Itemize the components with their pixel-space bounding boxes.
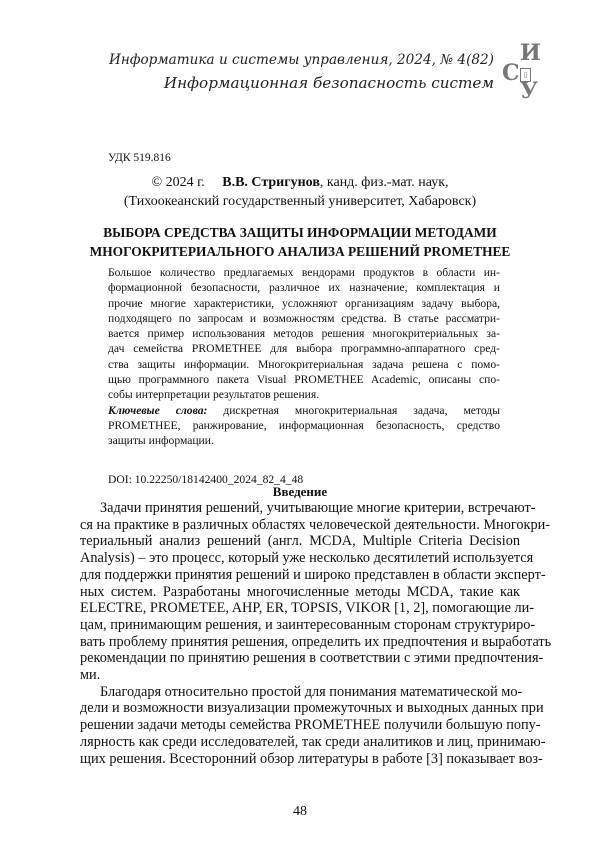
author-degree: , канд. физ.-мат. наук, bbox=[320, 175, 449, 190]
section-header: Информационная безопасность систем bbox=[164, 74, 494, 92]
abstract-line: подходящего по запросам и возможностям средства. В статье рассматри- bbox=[108, 311, 500, 326]
logo-letter: И bbox=[520, 42, 541, 64]
keywords-label: Ключевые слова: bbox=[108, 404, 207, 417]
paragraph bbox=[80, 684, 520, 768]
body-line: ELECTRE, PROMETEE, AHP, ER, TOPSIS, VIKOR [1, 2], помогающие ли- bbox=[80, 600, 520, 617]
abstract-line: формационной безопасности, различное их назначение, комплектация и bbox=[108, 280, 500, 295]
body-line: ных систем. Разработаны многочисленные методы MCDA, такие как bbox=[80, 584, 520, 601]
keywords-text: дискретная многокритериальная задача, методы bbox=[207, 404, 500, 417]
abstract bbox=[108, 265, 500, 449]
abstract-line: Большое количество предлагаемых вендорами продуктов в области ин- bbox=[108, 265, 500, 280]
body-line: Благодаря относительно простой для понимания математической мо- bbox=[80, 684, 520, 701]
keywords-text: защиты информации. bbox=[108, 434, 214, 447]
body-line: ся на практике в различных областях человеческой деятельности. Многокри- bbox=[80, 517, 520, 534]
body-line: Analysis) – это процесс, который уже несколько десятилетий используется bbox=[80, 550, 520, 567]
logo-box: ▯ bbox=[520, 68, 531, 82]
author-name: В.В. Стригунов bbox=[222, 175, 320, 190]
keywords-line bbox=[108, 433, 500, 448]
copyright: © 2024 г. bbox=[151, 175, 204, 190]
body-line: лярность как среди исследователей, так среди аналитиков и лиц, принимаю- bbox=[80, 734, 520, 751]
body-line: для поддержки принятия решений и широко представлен в области эксперт- bbox=[80, 567, 520, 584]
abstract-line: вается пример использования методов решения многокритериальных за- bbox=[108, 326, 500, 341]
body-line: рекомендации по принятию решения в соответствии с этими предпочтения- bbox=[80, 650, 520, 667]
body-text bbox=[80, 500, 520, 767]
paragraph bbox=[80, 500, 520, 684]
body-line: дели и возможности визуализации промежуточных и выходных данных при bbox=[80, 700, 520, 717]
abstract-line: собы интерпретации результатов решения. bbox=[108, 387, 500, 402]
title-line: МНОГОКРИТЕРИАЛЬНОГО АНАЛИЗА РЕШЕНИЙ PROMETHEE bbox=[0, 242, 600, 261]
section-heading: Введение bbox=[0, 484, 600, 500]
keywords-line bbox=[108, 418, 500, 433]
logo-letter: У bbox=[520, 80, 538, 102]
udk-code: УДК 519.816 bbox=[108, 152, 171, 164]
body-line: Задачи принятия решений, учитывающие многие критерии, встречают- bbox=[80, 500, 520, 517]
logo-letter: С bbox=[502, 62, 520, 84]
abstract-line: дач семейства PROMETHEE для выбора программно-аппаратного сред- bbox=[108, 341, 500, 356]
abstract-line: ства защиты информации. Многокритериальная задача решена с помо- bbox=[108, 357, 500, 372]
body-line: ми. bbox=[80, 667, 520, 684]
keywords-text: PROMETHEE, ранжирование, информационная безопасность, средство bbox=[108, 419, 500, 432]
page-number: 48 bbox=[0, 804, 600, 820]
article-title bbox=[0, 223, 600, 261]
body-line: вать проблему принятия решения, определить их предпочтения и выработать bbox=[80, 634, 520, 651]
body-line: цам, принимающим решения, и заинтересованным сторонам структуриро- bbox=[80, 617, 520, 634]
journal-logo bbox=[500, 42, 544, 104]
body-line: териальный анализ решений (англ. MCDA, Multiple Criteria Decision bbox=[80, 533, 520, 550]
keywords-line bbox=[108, 403, 500, 418]
author-line bbox=[0, 175, 600, 191]
body-line: щих решения. Всесторонний обзор литературы в работе [3] показывает воз- bbox=[80, 751, 520, 768]
abstract-line: щью программного пакета Visual PROMETHEE Academic, описаны спо- bbox=[108, 372, 500, 387]
abstract-line: прочие многие характеристики, усложняют организациям задачу выбора, bbox=[108, 296, 500, 311]
title-line: ВЫБОРА СРЕДСТВА ЗАЩИТЫ ИНФОРМАЦИИ МЕТОДАМИ bbox=[0, 223, 600, 242]
affiliation: (Тихоокеанский государственный университет, Хабаровск) bbox=[0, 194, 600, 210]
journal-header: Информатика и системы управления, 2024, № 4(82) bbox=[109, 52, 494, 68]
doi: DOI: 10.22250/18142400_2024_82_4_48 bbox=[108, 473, 303, 486]
body-line: решении задачи методы семейства PROMETHEE получили большую попу- bbox=[80, 717, 520, 734]
